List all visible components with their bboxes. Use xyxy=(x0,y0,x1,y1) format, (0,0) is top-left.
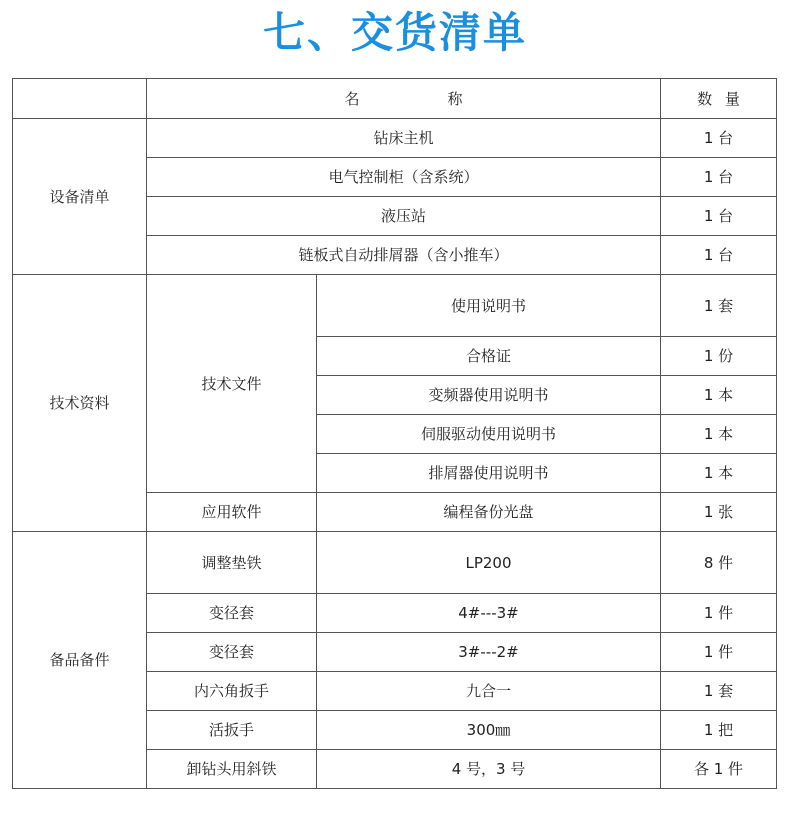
item-name: 液压站 xyxy=(147,197,661,236)
spare-item: 活扳手 xyxy=(147,711,317,750)
header-name-cell xyxy=(147,79,661,119)
item-name: 编程备份光盘 xyxy=(317,493,661,532)
header-blank-cell xyxy=(13,79,147,119)
item-name: 链板式自动排屑器（含小推车） xyxy=(147,236,661,275)
item-qty: 1 本 xyxy=(661,415,777,454)
item-qty: 1 件 xyxy=(661,633,777,672)
item-name: 变频器使用说明书 xyxy=(317,376,661,415)
spare-spec: 九合一 xyxy=(317,672,661,711)
item-name: 合格证 xyxy=(317,337,661,376)
subcategory-software: 应用软件 xyxy=(147,493,317,532)
table-row xyxy=(13,119,777,158)
item-name: 伺服驱动使用说明书 xyxy=(317,415,661,454)
item-qty: 1 台 xyxy=(661,158,777,197)
delivery-list-table xyxy=(12,78,777,789)
spare-item: 卸钻头用斜铁 xyxy=(147,750,317,789)
spare-spec: 4 号，3 号 xyxy=(317,750,661,789)
spare-spec: 300㎜ xyxy=(317,711,661,750)
page-title: 七、交货清单 xyxy=(262,8,527,57)
item-qty: 各 1 件 xyxy=(661,750,777,789)
header-name-b: 称 xyxy=(447,89,463,108)
category-tech: 技术资料 xyxy=(13,275,147,532)
spare-item: 变径套 xyxy=(147,594,317,633)
item-qty: 1 台 xyxy=(661,119,777,158)
table-row xyxy=(13,532,777,594)
spare-item: 变径套 xyxy=(147,633,317,672)
item-qty: 8 件 xyxy=(661,532,777,594)
category-spares: 备品备件 xyxy=(13,532,147,789)
subcategory-docs: 技术文件 xyxy=(147,275,317,493)
item-qty: 1 件 xyxy=(661,594,777,633)
spare-spec: LP200 xyxy=(317,532,661,594)
table-row xyxy=(13,275,777,337)
category-equipment: 设备清单 xyxy=(13,119,147,275)
spare-spec: 3#---2# xyxy=(317,633,661,672)
item-name: 电气控制柜（含系统） xyxy=(147,158,661,197)
item-qty: 1 台 xyxy=(661,236,777,275)
item-name: 钻床主机 xyxy=(147,119,661,158)
item-qty: 1 套 xyxy=(661,672,777,711)
item-qty: 1 本 xyxy=(661,454,777,493)
item-qty: 1 台 xyxy=(661,197,777,236)
item-qty: 1 份 xyxy=(661,337,777,376)
spare-item: 内六角扳手 xyxy=(147,672,317,711)
item-name: 使用说明书 xyxy=(317,275,661,337)
item-qty: 1 把 xyxy=(661,711,777,750)
table-header-row xyxy=(13,79,777,119)
header-qty-cell: 数 量 xyxy=(661,79,777,119)
header-name-a: 名 xyxy=(344,89,360,108)
spare-item: 调整垫铁 xyxy=(147,532,317,594)
item-name: 排屑器使用说明书 xyxy=(317,454,661,493)
item-qty: 1 张 xyxy=(661,493,777,532)
spare-spec: 4#---3# xyxy=(317,594,661,633)
item-qty: 1 套 xyxy=(661,275,777,337)
item-qty: 1 本 xyxy=(661,376,777,415)
